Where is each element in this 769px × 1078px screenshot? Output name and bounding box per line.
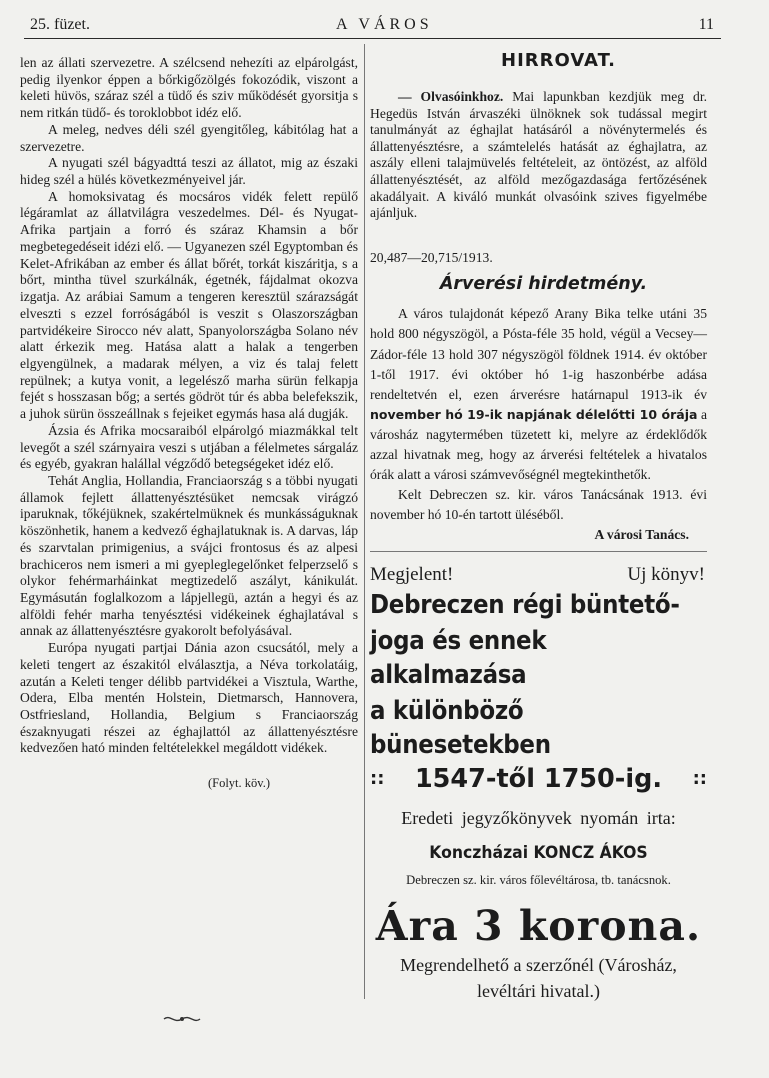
article-column <box>20 55 358 792</box>
news-lead: — Olvasóinkhoz. <box>398 89 504 104</box>
auction-text-after: a városház nagytermében tüzetett ki, melyre az érdeklődők azzal hivatnak meg, hogy az árverési feltételek a hivatalos órák alatt a városi számvevőségnél megtekinthetők. <box>370 406 707 483</box>
auction-date: november hó 19-ik napjának délelőtti 10 órája <box>370 406 698 422</box>
book-years-row <box>370 762 707 796</box>
right-column <box>370 44 707 1002</box>
auction-reference: 20,487—20,715/1913. <box>370 249 493 265</box>
article-paragraph: len az állati szervezetre. A szélcsend nehezíti az elpárolgást, pedig ilyenkor éppen a bőrkigőzölgés fokozódik, viszont a keleti hüvös, száraz szél a tüdő és sziv működését gyorsitja s nem ritkán tüdő- és toroklobbot idéz elő. <box>20 55 358 121</box>
ornament-marks-left: :: <box>370 768 385 790</box>
source-line: Eredeti jegyzőkönyvek nyomán irta: <box>401 808 676 829</box>
publication-title: A VÁROS <box>336 16 433 33</box>
book-title-line: Debreczen régi büntető- <box>370 590 680 621</box>
book-price: Ára 3 korona. <box>375 902 702 951</box>
ornament-marks-right: :: <box>692 768 707 790</box>
continued-note: (Folyt. köv.) <box>207 776 270 791</box>
issue-label: 25. füzet. <box>30 16 90 33</box>
article-paragraph: A meleg, nedves déli szél gyengitőleg, kábitólag hat a szervezetre. <box>20 121 358 154</box>
header-rule <box>24 38 721 39</box>
auction-text-before: A város tulajdonát képező Arany Bika telke utáni 35 hold 800 négyszögöl, a Pósta-féle 35 hold, végül a Vecsey—Zádor-féle 13 hold 307 négyszögöl földnek 1914. év október 1-től 1917. évi október hó 1-ig haszonbérbe adása rendeltetvén el, ezen árverésre határnapul 1913-ik év <box>370 306 707 402</box>
page-number: 11 <box>698 16 714 33</box>
author-role: Debreczen sz. kir. város főlevéltárosa, tb. tanácsnok. <box>406 873 671 888</box>
article-paragraph: Ázsia és Afrika mocsaraiból elpárolgó miazmákkal telt levegőt a szél szárnyaira veszi s utjában a félelmetes sárgaláz és egyéb, gyakran halállal végződő betegségeket idéz elő. <box>20 422 358 472</box>
column-divider <box>364 44 365 999</box>
auction-text <box>370 304 707 485</box>
news-text: Mai lapunkban kezdjük meg dr. Hegedüs István árvaszéki ülnöknek sok tudással megirt tanulmányát az éghajlat hatásáról a növénytermelés és állattenyésztésre, a számtelelés hatását az éghajlatra, az aszály elleni talajmüvelés feltételeit, az öntözést, az alföld állattenyésztését, az alföld mezőgazdasága fertőzésének akadályait. A kiváló munkát olvasóink szives figyelmébe ajánljuk. <box>370 89 708 221</box>
auction-dated: Kelt Debreczen sz. kir. város Tanácsának 1913. évi november hó 10-én tartott üléséből. <box>370 487 707 523</box>
ornament-icon <box>162 1013 202 1025</box>
page-header <box>24 16 714 38</box>
ad-announce-row <box>370 564 707 586</box>
author-name: Konczházai KONCZ ÁKOS <box>429 843 648 864</box>
book-title-line: joga és ennek alkalmazása <box>370 626 547 691</box>
article-paragraph: Európa nyugati partjai Dánia azon csucsától, mely a keleti tengert az északitól elválasztja, a Néva torkolatáig, azután a Keleti tenger délibb partvidékei a Visztula, Warthe, Odera, Elba mentén Holstein, Dietmarsch, Hannovera, Ostfriesland, Hollandia, Belgium s Franciaország északnyugati részei az éghajlattól az állattenyésztésre kedvezően ható minden feltételekkel megáldott vidékek. <box>20 640 358 756</box>
book-advertisement <box>370 564 707 1002</box>
ad-announce-left: Megjelent! <box>370 564 454 586</box>
article-paragraph: A nyugati szél bágyadttá teszi az állatot, mig az északi hideg szél a hülés következményeivel jár. <box>20 155 358 188</box>
auction-title: Árverési hirdetmény. <box>439 274 648 295</box>
order-line: levéltári hivatal.) <box>477 981 600 1002</box>
book-years: 1547-től 1750-ig. <box>414 764 663 795</box>
news-item <box>370 89 707 222</box>
section-rule <box>370 551 707 552</box>
book-title-line: a különböző bünesetekben <box>370 696 551 761</box>
order-line: Megrendelhető a szerzőnél (Városház, <box>400 955 677 976</box>
article-paragraph: A homoksivatag és mocsáros vidék felett repülő légáramlat az állatvilágra veszedelmes. Dél- és Nyugat-Afrika partjain a forró és száraz Khamsin a bőr megbetegedéseit idézi elő. — Ugyanezen szél Egyptomban és Kelet-Afrikában az ember és állat bőrét, torkát kiszáritja, s a bőrt, mintha tüvel szurkálnák, égetnék, fájdalmat okozva izgatja. Az arábiai Samum a tengeren keresztül szárazságát elveszti s ezzel forróságából is veszit s Olaszországban partvidékeire Sirocco név alatt, Spanyolországba Solano név alatt érkezik meg. Hatása alatt a halak a tengerben elgyengülnek, a madarak mélyen, a viz és talaj felett repülnek; a kutya vonit, a legelésző marha sürün felkapja fejét s hosszasan bőg; a sertés gödröt túr és abba belefekszik, a juhok sürün összeállnak s fejeiket egymás hasa alá dugják. <box>20 188 358 422</box>
ad-announce-right: Uj könyv! <box>627 564 705 586</box>
news-section-title: HIRROVAT. <box>501 50 616 71</box>
article-paragraph: Tehát Anglia, Hollandia, Franciaország s a többi nyugati államok fejlett állattenyésztésüket nemcsak virágzó iparuknak, tőkéjüknek, szakértelmüknek és munkásságuknak köszönhetik, hanem a kedvező éghajlatuknak is. A darvas, láp és szarvtalan primigenius, a svájci frontosus és az alpesi brachiceros nem ismeri a mi gyepleglegelőnket felperzselő s olykor fehérmarháinkat megtizedelő aszályt, kánikulát. Egymásután foglalkozom a lápjellegü, aztán a hegyi és az alföldi fehér marha tenyésztési vidékeinek éghajlatával s annak az állattenyésztésre gyakorolt befolyásával. <box>20 472 358 639</box>
auction-signature: A városi Tanács. <box>594 527 689 543</box>
